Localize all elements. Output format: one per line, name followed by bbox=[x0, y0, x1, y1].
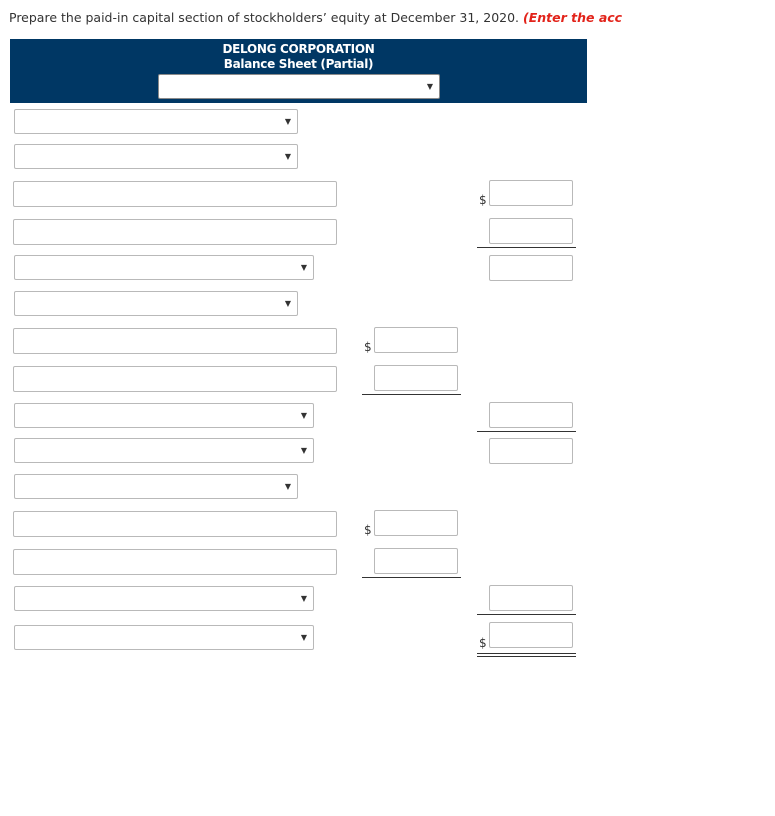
row10-amount-input[interactable] bbox=[489, 438, 573, 464]
row13-amount-input[interactable] bbox=[374, 548, 458, 574]
row9-account-select[interactable] bbox=[14, 403, 314, 428]
instructions-emphasis: (Enter the acc bbox=[523, 10, 623, 25]
row15-account-select[interactable] bbox=[14, 625, 314, 650]
subtotal-rule bbox=[477, 614, 576, 615]
row8-amount-input[interactable] bbox=[374, 365, 458, 391]
company-name: DELONG CORPORATION bbox=[222, 42, 375, 56]
row15-currency: $ bbox=[479, 636, 487, 650]
row6-account-select[interactable] bbox=[14, 291, 298, 316]
row4-amount-input[interactable] bbox=[489, 218, 573, 244]
total-double-rule bbox=[477, 653, 576, 657]
chevron-down-icon: ▼ bbox=[300, 593, 307, 603]
row3-description-input[interactable] bbox=[13, 181, 337, 207]
row8-description-input[interactable] bbox=[13, 366, 337, 392]
statement-header bbox=[10, 39, 587, 103]
row13-description-input[interactable] bbox=[13, 549, 337, 575]
row7-currency: $ bbox=[364, 340, 372, 354]
chevron-down-icon: ▼ bbox=[300, 632, 307, 642]
chevron-down-icon: ▼ bbox=[284, 151, 291, 161]
row14-amount-input[interactable] bbox=[489, 585, 573, 611]
date-select[interactable] bbox=[158, 74, 440, 99]
row15-amount-input[interactable] bbox=[489, 622, 573, 648]
row3-currency: $ bbox=[479, 193, 487, 207]
row5-amount-input[interactable] bbox=[489, 255, 573, 281]
chevron-down-icon: ▼ bbox=[300, 262, 307, 272]
chevron-down-icon: ▼ bbox=[284, 116, 291, 126]
row7-amount-input[interactable] bbox=[374, 327, 458, 353]
chevron-down-icon: ▼ bbox=[284, 298, 291, 308]
instructions-text: Prepare the paid-in capital section of stockholders’ equity at December 31, 2020. bbox=[9, 10, 520, 25]
subtotal-rule bbox=[362, 577, 461, 578]
row5-account-select[interactable] bbox=[14, 255, 314, 280]
row4-description-input[interactable] bbox=[13, 219, 337, 245]
statement-title: Balance Sheet (Partial) bbox=[223, 57, 374, 71]
subtotal-rule bbox=[362, 394, 461, 395]
row10-account-select[interactable] bbox=[14, 438, 314, 463]
row2-account-select[interactable] bbox=[14, 144, 298, 169]
row7-description-input[interactable] bbox=[13, 328, 337, 354]
chevron-down-icon: ▼ bbox=[426, 81, 433, 91]
instructions bbox=[9, 9, 623, 27]
row3-amount-input[interactable] bbox=[489, 180, 573, 206]
row12-description-input[interactable] bbox=[13, 511, 337, 537]
row14-account-select[interactable] bbox=[14, 586, 314, 611]
row12-amount-input[interactable] bbox=[374, 510, 458, 536]
subtotal-rule bbox=[477, 431, 576, 432]
row1-account-select[interactable] bbox=[14, 109, 298, 134]
chevron-down-icon: ▼ bbox=[300, 445, 307, 455]
row12-currency: $ bbox=[364, 523, 372, 537]
chevron-down-icon: ▼ bbox=[300, 410, 307, 420]
row11-account-select[interactable] bbox=[14, 474, 298, 499]
subtotal-rule bbox=[477, 247, 576, 248]
row9-amount-input[interactable] bbox=[489, 402, 573, 428]
chevron-down-icon: ▼ bbox=[284, 481, 291, 491]
